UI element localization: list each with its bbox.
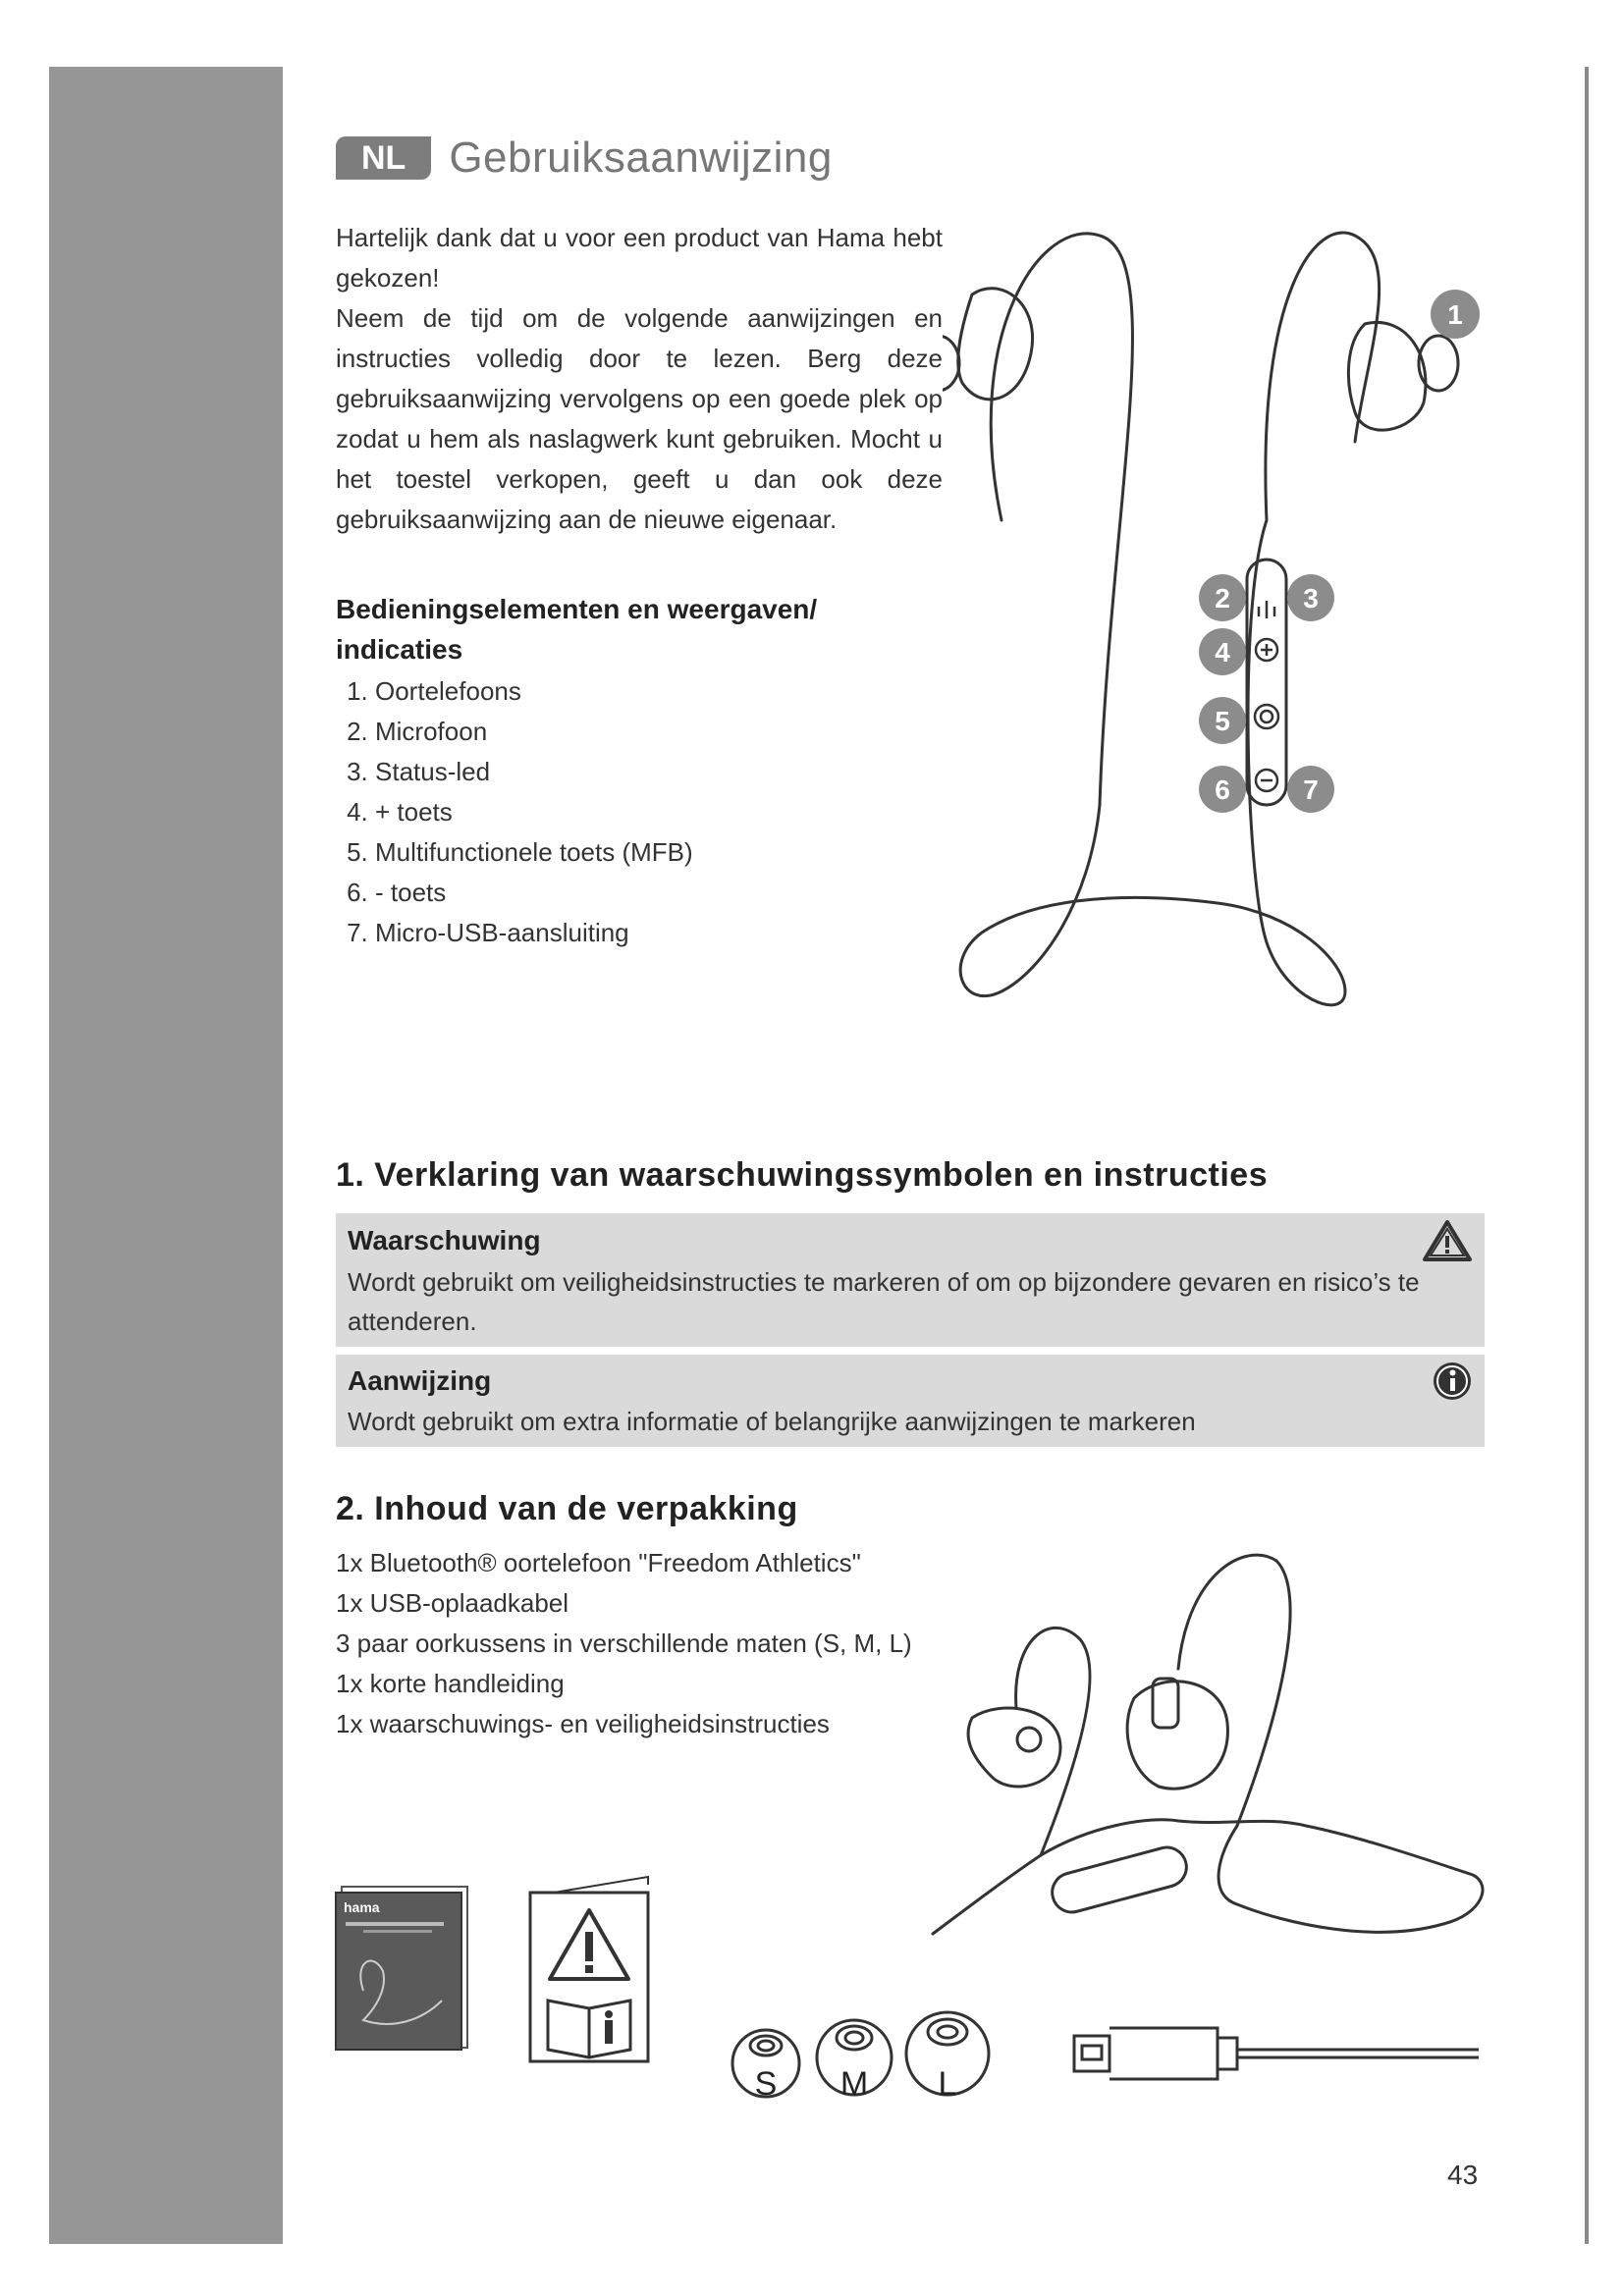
section-2-title: 2. Inhoud van de verpakking: [336, 1490, 798, 1527]
micro-usb-plug: [1074, 2036, 1110, 2071]
ear-tip-size-label: M: [839, 2065, 869, 2103]
quick-guide-booklet: [334, 1883, 471, 2052]
intro-paragraph-2: Neem de tijd om de volgende aanwijzingen en instructies volledig door te lezen. Berg deze gebruiksaanwijzing vervolgens op een goede plek op zodat u hem als naslagwerk kunt gebruiken. Mocht u het toestel verkopen, geeft u dan ook deze gebruiksaanwijzing aan de nieuwe eigenaar.: [336, 303, 943, 534]
left-earbud: [968, 1708, 1060, 1787]
page-title: Gebruiksaanwijzing: [449, 133, 833, 182]
booklet-text-line: [346, 1922, 444, 1926]
warning-box: [336, 1213, 1485, 1347]
callout-1: [1431, 290, 1480, 339]
controls-heading: Bedieningselementen en weergaven/ indicaties: [336, 594, 818, 665]
callout-5: [1199, 697, 1246, 744]
note-text: Wordt gebruikt om extra informatie of belangrijke aanwijzingen te markeren: [348, 1407, 1196, 1436]
right-margin-rule: [1585, 67, 1589, 2244]
page-header: [336, 133, 833, 183]
left-ear-tip: [1017, 1728, 1041, 1751]
callout-4: [1199, 628, 1246, 675]
callout-2: [1199, 574, 1246, 621]
headphones-perspective-illustration: [913, 1531, 1502, 1963]
ear-tip-size-label: L: [938, 2065, 957, 2103]
list-item: 1x korte handleiding: [336, 1669, 565, 1698]
language-badge: NL: [336, 136, 431, 180]
callout-7: [1287, 766, 1334, 813]
list-item: 2. Microfoon: [375, 712, 925, 752]
svg-text:6: 6: [1215, 774, 1230, 805]
list-item: 1x Bluetooth® oortelefoon "Freedom Athletics": [336, 1548, 861, 1577]
info-icon: [1432, 1361, 1473, 1402]
left-earbud: [958, 289, 1033, 400]
headphones-diagram: [943, 216, 1492, 1021]
controls-section: [336, 589, 925, 953]
section-1-title: 1. Verklaring van waarschuwingssymbolen en instructies: [336, 1156, 1269, 1194]
list-item: 3 paar oorkussens in verschillende maten (S, M, L): [336, 1629, 912, 1658]
booklet-text-line: [363, 1930, 432, 1933]
controls-list: [336, 671, 925, 953]
booklet-brand: hama: [344, 1899, 380, 1915]
list-item: 1x waarschuwings- en veiligheidsinstructies: [336, 1709, 830, 1738]
list-item: 1. Oortelefoons: [375, 671, 925, 712]
warning-text: Wordt gebruikt om veiligheidsinstructies te markeren of om op bijzondere gevaren en risico’s te attenderen.: [348, 1267, 1420, 1336]
left-ear-hook: [991, 234, 1132, 805]
svg-text:4: 4: [1215, 637, 1230, 667]
left-ear-hook: [1016, 1628, 1090, 1855]
list-item: 5. Multifunctionele toets (MFB): [375, 832, 925, 873]
svg-text:5: 5: [1215, 706, 1230, 736]
right-ear-hook: [1266, 233, 1380, 520]
remote-control-body: [1048, 1843, 1191, 1917]
cable-housing: [1110, 2028, 1218, 2079]
mfb-button-icon: [1261, 711, 1272, 722]
note-box: [336, 1355, 1485, 1447]
note-heading: Aanwijzing: [348, 1365, 492, 1396]
usb-charging-cable: [1070, 2014, 1483, 2093]
svg-text:2: 2: [1215, 583, 1230, 614]
safety-instructions-leaflet: [526, 1873, 654, 2065]
ear-tip-size-label: S: [754, 2065, 778, 2103]
list-item: 1x USB-oplaadkabel: [336, 1588, 569, 1618]
package-contents-list: [336, 1543, 912, 1744]
warning-heading: Waarschuwing: [348, 1225, 541, 1255]
ear-tips-set: [727, 2006, 1001, 2105]
list-item: 4. + toets: [375, 792, 925, 832]
page-number: 43: [1447, 2160, 1479, 2190]
callout-6: [1199, 766, 1246, 813]
right-ear-tip: [1419, 336, 1458, 391]
intro-text: [336, 218, 943, 540]
svg-text:1: 1: [1447, 299, 1463, 330]
page-sidebar-band: [49, 67, 283, 2244]
intro-paragraph-1: Hartelijk dank dat u voor een product van Hama hebt gekozen!: [336, 223, 943, 293]
svg-text:7: 7: [1303, 774, 1319, 805]
callout-3: [1287, 574, 1334, 621]
list-item: 3. Status-led: [375, 752, 925, 792]
neck-cable: [1041, 1820, 1483, 1933]
warning-triangle-icon: [1422, 1219, 1473, 1262]
list-item: 7. Micro-USB-aansluiting: [375, 913, 925, 953]
svg-text:3: 3: [1303, 583, 1319, 614]
cable-tail: [933, 1855, 1041, 1934]
list-item: 6. - toets: [375, 873, 925, 913]
mfb-button-icon: [1255, 705, 1278, 728]
